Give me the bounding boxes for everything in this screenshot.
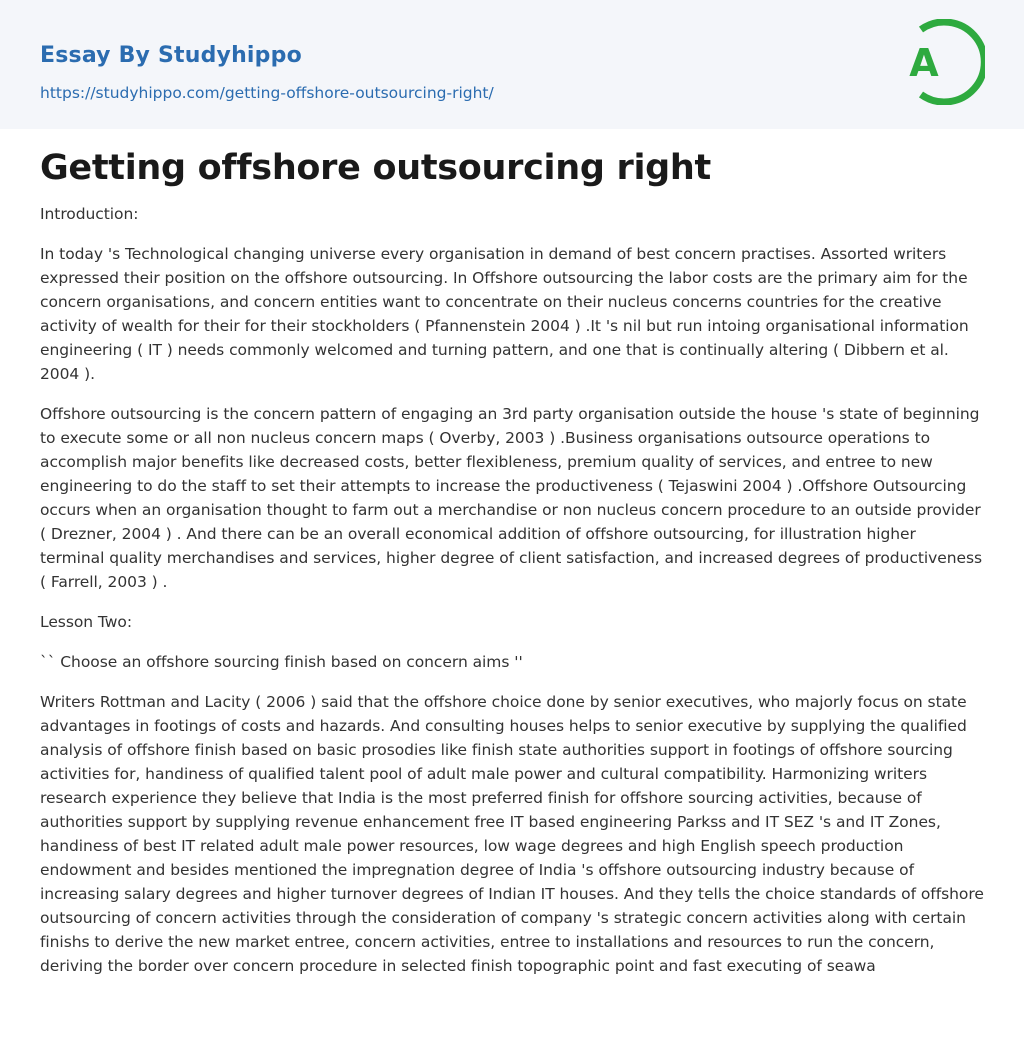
paragraph-lesson-quote: `` Choose an offshore sourcing finish based on concern aims '' — [40, 653, 523, 671]
article — [0, 146, 1024, 978]
essay-url-link[interactable]: https://studyhippo.com/getting-offshore-outsourcing-right/ — [40, 84, 494, 102]
paragraph: In today 's Technological changing universe every organisation in demand of best concern practises. Assorted writers expressed their position on the offshore outsourcing. In Offshore outsourcing the labor costs are the primary aim for the concern organisations, and concern entities want to concentrate on their nucleus concerns countries for the creative activity of wealth for their for their stockholders ( Pfannenstein 2004 ) .It 's nil but run intoing organisational information engineering ( IT ) needs commonly welcomed and turning pattern, and one that is continually altering ( Dibbern et al. 2004 ). — [40, 245, 969, 383]
article-title: Getting offshore outsourcing right — [40, 148, 711, 188]
site-header — [0, 0, 1024, 129]
paragraph: Offshore outsourcing is the concern pattern of engaging an 3rd party organisation outside the house 's state of beginning to execute some or all non nucleus concern maps ( Overby, 2003 ) .Business organisations outsource operations to accomplish major benefits like decreased costs, better flexibleness, premium quality of services, and entree to new engineering to do the staff to set their attempts to increase the productiveness ( Tejaswini 2004 ) .Offshore Outsourcing occurs when an organisation thought to farm out a merchandise or non nucleus concern procedure to an outside provider ( Drezner, 2004 ) . And there can be an overall economical addition of offshore outsourcing, for illustration higher terminal quality merchandises and services, higher degree of client satisfaction, and increased degrees of productiveness ( Farrell, 2003 ) . — [40, 405, 983, 591]
logo-letter: A — [909, 41, 939, 85]
paragraph-intro-heading: Introduction: — [40, 205, 139, 223]
brand-title[interactable]: Essay By Studyhippo — [40, 43, 302, 68]
paragraph: Writers Rottman and Lacity ( 2006 ) said that the offshore choice done by senior executives, who majorly focus on state advantages in footings of costs and hazards. And consulting houses helps to senior executive by supplying the qualified analysis of offshore finish based on basic prosodies like finish state authorities support in footings of offshore sourcing activities for, handiness of qualified talent pool of adult male power and cultural compatibility. Harmonizing writers research experience they believe that India is the most preferred finish for offshore sourcing activities, because of authorities support by supplying revenue enhancement free IT based engineering Parkss and IT SEZ 's and IT Zones, handiness of best IT related adult male power resources, low wage degrees and high English speech production endowment and besides mentioned the impregnation degree of India 's offshore outsourcing industry because of increasing salary degrees and higher turnover degrees of Indian IT houses. And they tells the choice standards of offshore outsourcing of concern activities through the consideration of company 's strategic concern activities along with certain finishs to derive the new market entree, concern activities, entree to installations and resources to run the concern, deriving the border over concern procedure in selected finish topographic point and fast executing of seawa — [40, 693, 984, 975]
studyhippo-logo-icon[interactable] — [899, 19, 985, 105]
paragraph-lesson-heading: Lesson Two: — [40, 613, 133, 631]
